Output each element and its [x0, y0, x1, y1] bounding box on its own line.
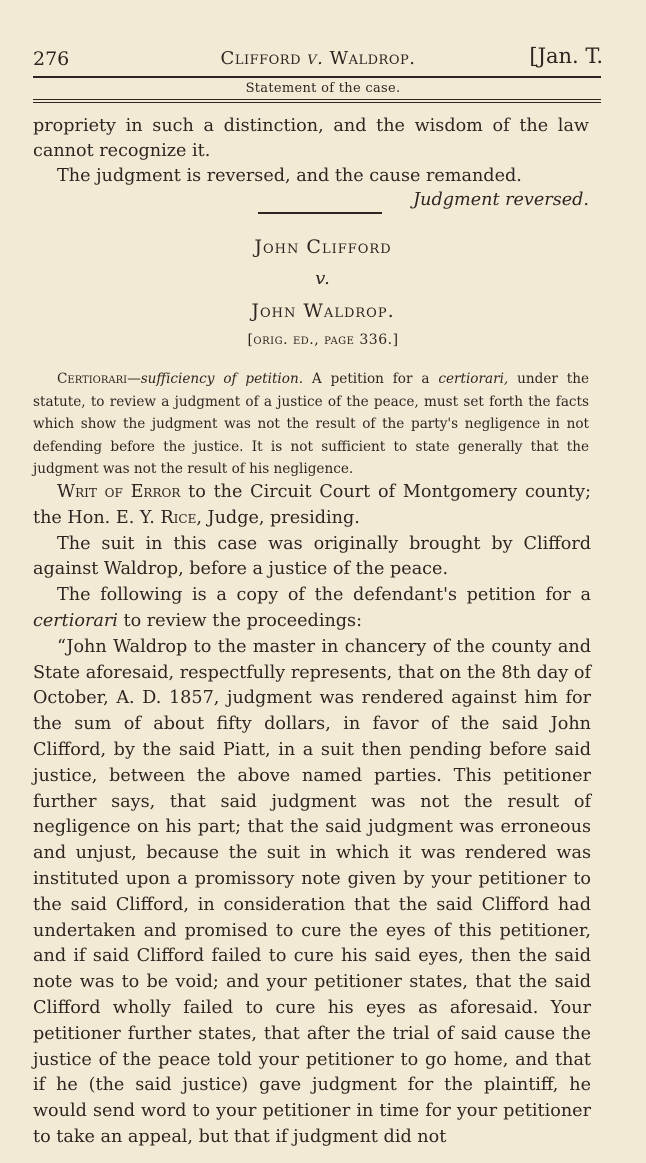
judge-name: Rice: [160, 507, 197, 528]
running-title-defendant: Waldrop.: [329, 48, 416, 69]
syllabus-text-b: under the statute, to review a judgment of a justice of the peace, must set forth the facts which show the judgment was not the result of the party's negligence in not defending before the justice. It is not sufficient to state generally that the judgment was not the result of his negligence.: [33, 371, 589, 477]
prior-case-disposition: The judgment is reversed, and the cause remanded.: [57, 165, 522, 186]
petition-quote-paragraph: “John Waldrop to the master in chancery of the county and State aforesaid, respectfully represents, that on the 8th day of October, A. D. 1857, judgment was rendered against him for the sum of about fifty dollars, in favor of the said John Clifford, by the said Piatt, in a suit then pending before said justice, between the above named parties. This petitioner further says, that said judgment was not the result of negligence on his part; that the said judgment was erroneous and unjust, because the suit in which it was rendered was instituted upon a promissory note given by your petitioner to the said Clifford, in consideration that the said Clifford had undertaken and promised to cure the eyes of this petitioner, and if said Clifford failed to cure his said eyes, then the said note was to be void; and your petitioner states, that the said Clifford wholly failed to cure his eyes as aforesaid. Your petitioner further states, that after the trial of said cause the justice of the peace told your petitioner to go home, and that if he (the said justice) gave judgment for the plaintiff, he would send word to your petitioner in time for your petitioner to take an appeal, but that if judgment did not: [33, 636, 591, 1147]
writ-label: Writ of Error: [57, 482, 181, 502]
case-defendant: John Waldrop.: [251, 300, 395, 322]
case-plaintiff: John Clifford: [254, 236, 392, 258]
syllabus-headnote: [33, 368, 589, 481]
running-title-plaintiff: Clifford: [220, 48, 301, 69]
section-divider: [258, 212, 382, 214]
statement-of-case: [33, 480, 591, 1151]
page-number: 276: [33, 48, 70, 70]
running-title: [33, 48, 603, 69]
prior-case-line: propriety in such a distinction, and the wisdom of the law cannot recognize it.: [33, 116, 589, 161]
petition-intro-b: to review the proceedings:: [117, 610, 362, 631]
writ-tail: , Judge, presiding.: [196, 507, 360, 528]
case-versus: v.: [315, 268, 331, 289]
petition-intro-a: The following is a copy of the defendant's petition for a: [57, 585, 591, 606]
writ-paragraph: [33, 480, 591, 532]
term-label: [Jan. T.: [529, 44, 603, 68]
running-title-versus: v.: [307, 48, 324, 69]
judgment-reversed: Judgment reversed.: [413, 190, 589, 211]
subhead-rule-bottom: [33, 102, 601, 103]
prior-case-conclusion: [33, 114, 589, 213]
syllabus-topic: Certiorari: [57, 371, 128, 387]
page-header: [33, 44, 603, 74]
statement-subhead: Statement of the case.: [245, 81, 401, 96]
suit-paragraph: The suit in this case was originally brought by Clifford against Waldrop, before a justice of the peace.: [33, 533, 591, 580]
syllabus-subtopic: sufficiency of petition.: [140, 371, 304, 387]
writ-text: to the Circuit Court of Montgomery county; the Hon. E. Y.: [33, 482, 592, 528]
petition-intro-paragraph: [33, 583, 591, 635]
original-edition-reference: [orig. ed., page 336.]: [247, 332, 399, 348]
petition-intro-certiorari: certiorari: [33, 610, 118, 631]
subhead-rule-top: [33, 99, 601, 100]
syllabus-dash: —: [127, 371, 141, 387]
header-rule: [33, 76, 601, 78]
syllabus-certiorari: certiorari,: [438, 371, 509, 387]
syllabus-text-a: A petition for a: [303, 371, 439, 387]
